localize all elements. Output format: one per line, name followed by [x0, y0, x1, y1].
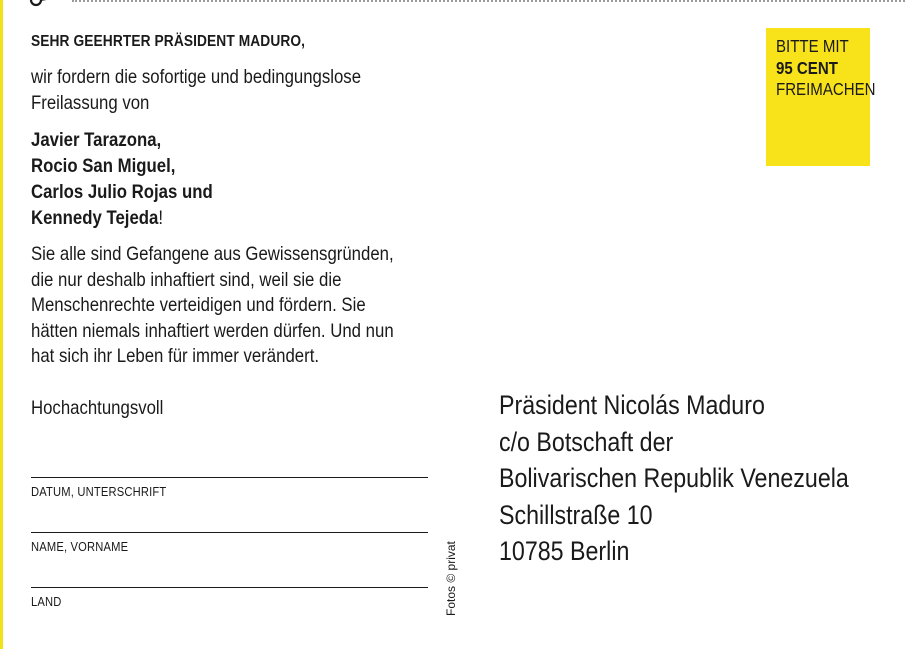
scissors-icon: [28, 0, 76, 16]
closing: Hochachtungsvoll: [31, 397, 164, 419]
cut-line: [72, 0, 905, 2]
address-line: Schillstraße 10: [499, 499, 653, 530]
photo-credit: Fotos © privat: [444, 541, 458, 616]
intro-line: wir fordern die sofortige und bedingungslose: [31, 66, 362, 88]
body-line: hat sich ihr Leben für immer verändert.: [31, 345, 320, 367]
intro-line: Freilassung von: [31, 92, 150, 114]
address-line: c/o Botschaft der: [499, 426, 674, 457]
body-line: hätten niemals inhaftiert werden dürfen. Und nun: [31, 319, 394, 342]
field-label-date-signature: DATUM, UNTERSCHRIFT: [31, 484, 167, 499]
field-label-country: LAND: [31, 594, 62, 609]
name-item-last: [31, 205, 213, 231]
signature-line[interactable]: [31, 477, 428, 478]
name-item: Carlos Julio Rojas und: [31, 181, 213, 203]
prisoner-names: [31, 127, 213, 231]
stamp-price: 95 CENT: [776, 57, 838, 78]
recipient-address: [499, 387, 849, 570]
greeting: SEHR GEEHRTER PRÄSIDENT MADURO,: [31, 33, 306, 50]
field-label-name: NAME, VORNAME: [31, 539, 129, 554]
address-line: Präsident Nicolás Maduro: [499, 390, 765, 420]
address-line: Bolivarischen Republik Venezuela: [499, 463, 849, 493]
address-line: 10785 Berlin: [499, 536, 630, 566]
body-line: die nur deshalb inhaftiert sind, weil sie die: [31, 268, 342, 291]
stamp-text: [776, 36, 876, 101]
name-item: Kennedy Tejeda: [31, 207, 159, 229]
country-line[interactable]: [31, 587, 428, 588]
body-line: Menschenrechte verteidigen und fördern. Sie: [31, 294, 366, 316]
name-line[interactable]: [31, 532, 428, 533]
body-line: Sie alle sind Gefangene aus Gewissensgründen,: [31, 243, 394, 265]
stamp-line: BITTE MIT: [776, 36, 849, 56]
name-item: Rocio San Miguel,: [31, 155, 176, 177]
yellow-edge-strip: [0, 0, 3, 649]
name-item: Javier Tarazona,: [31, 129, 162, 151]
stamp-box: [766, 28, 876, 166]
intro-text: [31, 64, 361, 116]
exclamation: !: [158, 207, 164, 229]
stamp-line: FREIMACHEN: [776, 79, 876, 99]
body-text: [31, 242, 394, 370]
